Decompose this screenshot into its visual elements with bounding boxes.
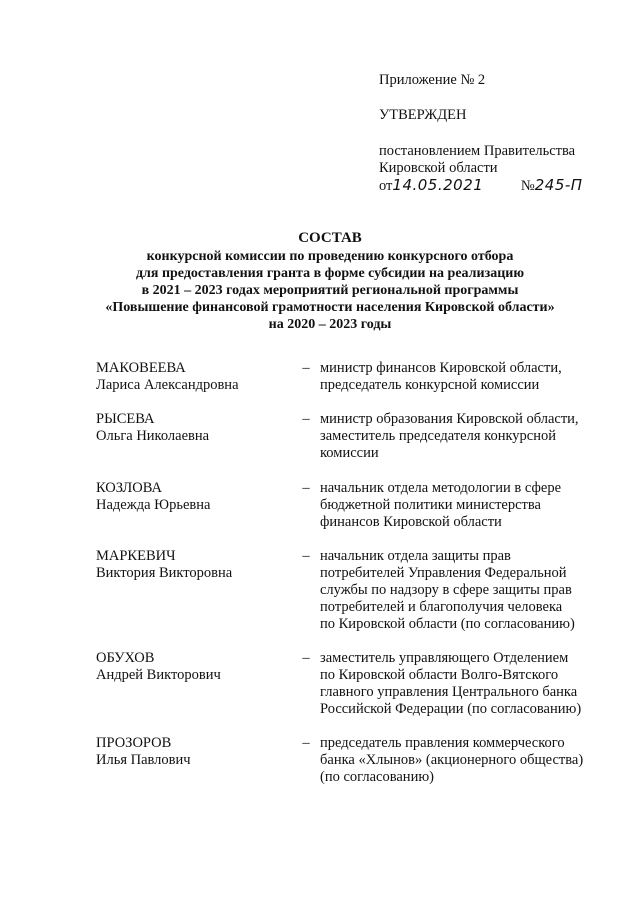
role-line: председатель конкурсной комиссии [320, 377, 540, 393]
member-role [320, 735, 611, 786]
member-name [96, 411, 286, 445]
member-given-name: Илья Павлович [96, 752, 191, 768]
role-line: потребителей и благополучия человека [320, 599, 563, 615]
member-surname: МАРКЕВИЧ [96, 548, 176, 564]
member-given-name: Ольга Николаевна [96, 428, 210, 444]
member-role [320, 650, 611, 718]
title-line: «Повышение финансовой грамотности населения Кировской области» [105, 300, 555, 315]
member-surname: МАКОВЕЕВА [96, 360, 186, 376]
role-line: министр образования Кировской области, [320, 411, 579, 427]
member-role [320, 480, 611, 531]
decree-line-1: постановлением Правительства [379, 143, 576, 159]
role-line: комиссии [320, 445, 379, 461]
title-line: для предоставления гранта в форме субсидии на реализацию [135, 266, 525, 281]
member-surname: ОБУХОВ [96, 650, 155, 666]
member-row [96, 411, 611, 462]
member-surname: РЫСЕВА [96, 411, 155, 427]
role-line: банка «Хлынов» (акционерного общества) [320, 752, 584, 768]
member-role [320, 360, 611, 394]
approved-label: УТВЕРЖДЕН [379, 107, 467, 123]
member-name [96, 480, 286, 514]
role-line: начальник отдела защиты прав [320, 548, 511, 564]
date-number-line [379, 177, 619, 195]
role-line: Российской Федерации (по согласованию) [320, 701, 582, 717]
role-line: заместитель управляющего Отделением [320, 650, 569, 666]
dash-separator: – [302, 360, 310, 376]
title-heading: СОСТАВ [298, 230, 362, 246]
number-prefix: № [520, 178, 535, 194]
member-row [96, 650, 611, 718]
decree-line-2: Кировской области [379, 160, 498, 176]
role-line: главного управления Центрального банка [320, 684, 578, 700]
dash-separator: – [302, 480, 310, 496]
role-line: по Кировской области Волго-Вятского [320, 667, 559, 683]
member-given-name: Андрей Викторович [96, 667, 221, 683]
member-given-name: Виктория Викторовна [96, 565, 233, 581]
date-prefix: от [379, 178, 393, 194]
title-line: конкурсной комиссии по проведению конкурсного отбора [146, 249, 514, 264]
role-line: министр финансов Кировской области, [320, 360, 562, 376]
role-line: председатель правления коммерческого [320, 735, 565, 751]
document-title [70, 230, 590, 333]
member-row [96, 360, 611, 394]
member-name [96, 360, 286, 394]
title-line: в 2021 – 2023 годах мероприятий региональной программы [141, 283, 519, 298]
member-row [96, 735, 611, 786]
member-row [96, 548, 611, 633]
member-name [96, 650, 286, 684]
member-given-name: Надежда Юрьевна [96, 497, 211, 513]
commission-members-list [96, 360, 611, 786]
handwritten-date: 14.05.2021 [392, 176, 484, 194]
member-surname: ПРОЗОРОВ [96, 735, 172, 751]
member-surname: КОЗЛОВА [96, 480, 162, 496]
member-role [320, 548, 611, 633]
handwritten-number: 245-П [534, 176, 583, 194]
role-line: потребителей Управления Федеральной [320, 565, 567, 581]
dash-separator: – [302, 650, 310, 666]
dash-separator: – [302, 735, 310, 751]
dash-separator: – [302, 411, 310, 427]
member-role [320, 411, 611, 462]
title-line: на 2020 – 2023 годы [268, 317, 392, 332]
role-line: по Кировской области (по согласованию) [320, 616, 575, 632]
role-line: заместитель председателя конкурсной [320, 428, 557, 444]
role-line: начальник отдела методологии в сфере [320, 480, 562, 496]
dash-separator: – [302, 548, 310, 564]
role-line: службы по надзору в сфере защиты прав [320, 582, 572, 598]
member-name [96, 548, 286, 582]
role-line: бюджетной политики министерства [320, 497, 541, 513]
role-line: финансов Кировской области [320, 514, 502, 530]
member-given-name: Лариса Александровна [96, 377, 239, 393]
member-row [96, 480, 611, 531]
appendix-label: Приложение № 2 [379, 72, 486, 88]
approval-block [379, 72, 619, 195]
member-name [96, 735, 286, 769]
role-line: (по согласованию) [320, 769, 434, 785]
